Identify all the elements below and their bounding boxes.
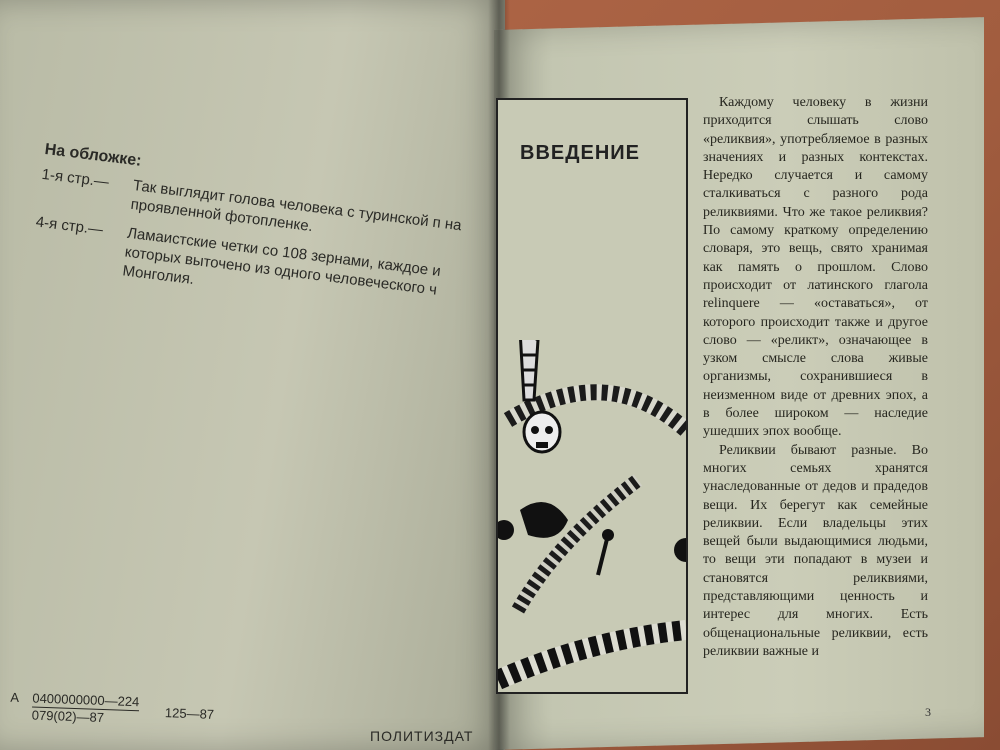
cover-page-label: 4-я стр.— (34, 213, 104, 239)
body-paragraph: Каждому человеку в жизни приходится слышать слово «реликвия», употребляемое в разных значениях и разных контекстах. Нередко случается и самому сталкиваться с разного рода реликвиями. Что же такое реликвия? По самому краткому определению словаря, это вещь, свято хранимая как память о прошлом. Слово происходит от латинского глагола relinquere — «оставаться», от которого происходит также и другое слово — «реликт», означающее в узком смысле слова живые организмы, сохранившиеся в неизменном виде от древних эпох, а в более широком — наследие ушедших эпох вообще. (703, 95, 928, 440)
cover-caption (29, 140, 503, 335)
cover-heading: На обложке: (43, 140, 143, 170)
cover-page-label: 1-я стр.— (40, 165, 110, 191)
intro-frame (496, 98, 688, 694)
cover-description: Так выглядит голова человека с туринской п на проявленной фотопленке. (129, 177, 463, 236)
imprint-fraction (32, 691, 140, 727)
publisher-name: ПОЛИТИЗДАТ (370, 728, 474, 744)
body-paragraph: Реликвии бывают разные. Во многих семьях хранятся унаследованные от дедов и прадедов вещи. Их берегут как семейные реликвии. Если владельцы этих вещей были выдающимися людьми, то вещи эти попадают в музеи и становятся реликвиями, представляющими ценность и интерес для многих. Есть общенациональные реликвии, есть реликвии важные и (703, 442, 928, 659)
imprint-extra: 125—87 (164, 705, 215, 722)
chapter-title: ВВЕДЕНИЕ (520, 142, 640, 164)
rosary-skull-illustration (498, 340, 686, 692)
imprint-code (10, 690, 311, 732)
chapter-body-text (703, 94, 928, 661)
imprint-denominator: 079(02)—87 (31, 707, 105, 726)
imprint-numerator: 0400000000—224 (32, 690, 140, 710)
cover-description: Ламаистские четки со 108 зернами, каждое и которых выточено из одного человеческого ч Монголия. (121, 224, 442, 299)
imprint-letter: А (10, 689, 20, 706)
page-number: 3 (925, 705, 931, 719)
